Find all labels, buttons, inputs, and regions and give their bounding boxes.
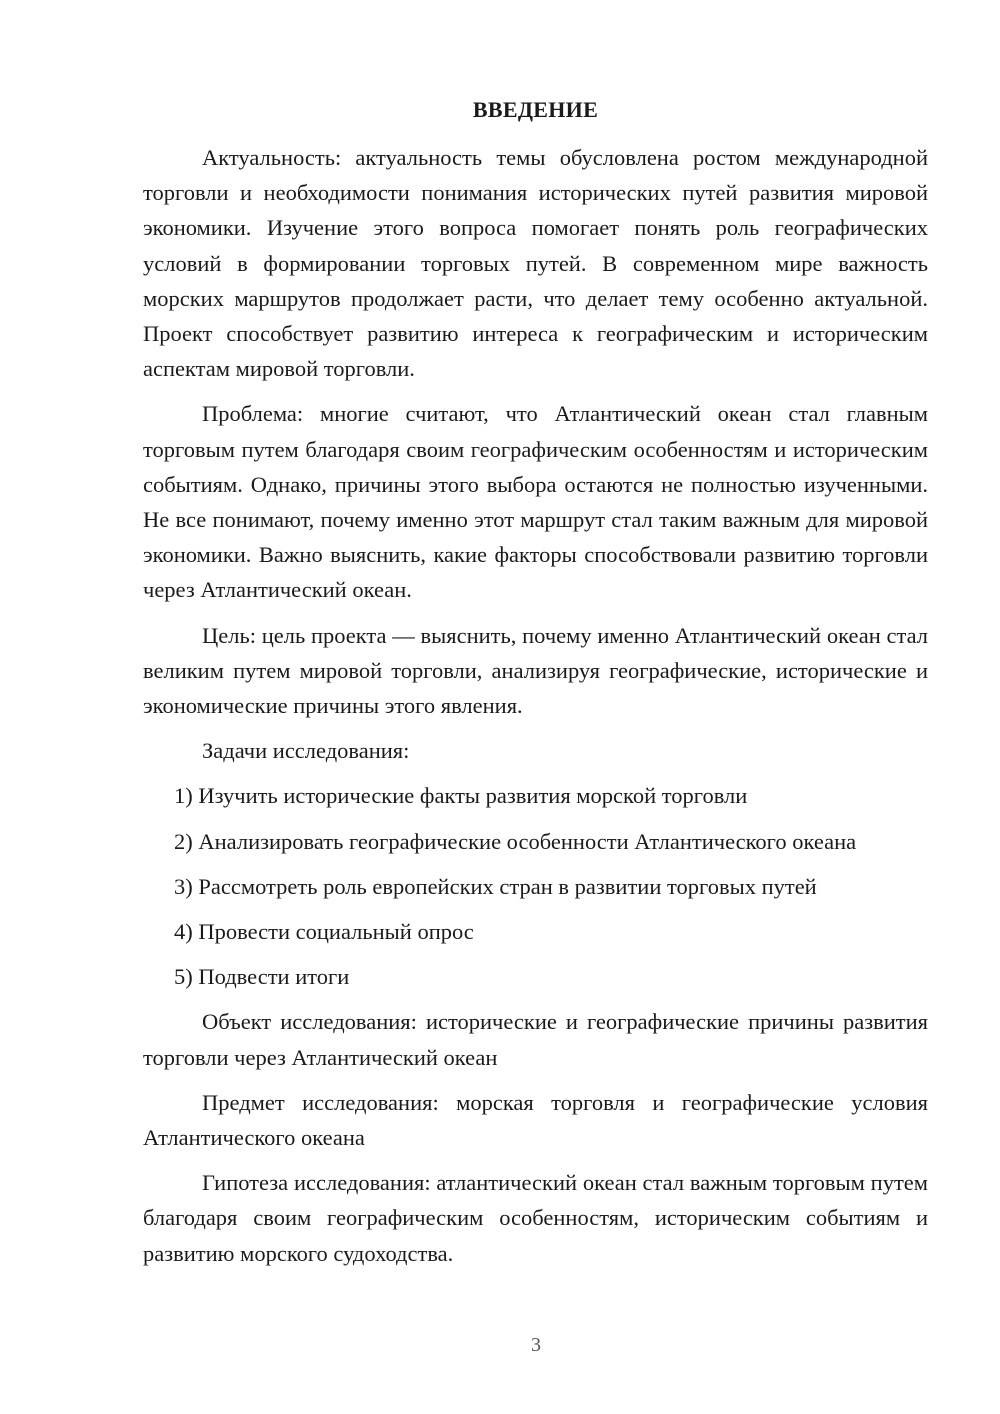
relevance-paragraph: Актуальность: актуальность темы обусловлена ростом международной торговли и необходимости понимания исторических путей развития мировой экономики. Изучение этого вопроса помогает понять роль географических условий в формировании торговых путей. В современном мире важность морских маршрутов продолжает расти, что делает тему особенно актуальной. Проект способствует развитию интереса к географическим и историческим аспектам мировой торговли. bbox=[143, 145, 928, 382]
page-number: 3 bbox=[531, 1334, 541, 1356]
page-body bbox=[143, 95, 928, 1281]
tasks-heading: Задачи исследования: bbox=[202, 738, 410, 764]
task-item: 2) Анализировать географические особенности Атлантического океана bbox=[174, 828, 857, 854]
goal-paragraph: Цель: цель проекта — выяснить, почему именно Атлантический океан стал великим путем мировой торговли, анализируя географические, исторические и экономические причины этого явления. bbox=[143, 622, 928, 719]
task-item: 5) Подвести итоги bbox=[174, 964, 350, 990]
page-title: ВВЕДЕНИЕ bbox=[472, 97, 599, 122]
subject-paragraph: Предмет исследования: морская торговля и географические условия Атлантического океана bbox=[143, 1089, 928, 1151]
hypothesis-paragraph: Гипотеза исследования: атлантический океан стал важным торговым путем благодаря своим географическим особенностям, историческим событиям и развитию морского судоходства. bbox=[143, 1170, 928, 1266]
task-item: 3) Рассмотреть роль европейских стран в развитии торговых путей bbox=[174, 873, 817, 899]
problem-paragraph: Проблема: многие считают, что Атлантический океан стал главным торговым путем благодаря своим географическим особенностям и историческим событиям. Однако, причины этого выбора остаются не полностью изученными. Не все понимают, почему именно этот маршрут стал таким важным для мировой экономики. Важно выяснить, какие факторы способствовали развитию торговли через Атлантический океан. bbox=[143, 401, 928, 603]
task-item: 1) Изучить исторические факты развития морской торговли bbox=[174, 783, 748, 809]
object-paragraph: Объект исследования: исторические и географические причины развития торговли через Атлантический океан bbox=[143, 1009, 928, 1070]
task-item: 4) Провести социальный опрос bbox=[174, 919, 474, 945]
